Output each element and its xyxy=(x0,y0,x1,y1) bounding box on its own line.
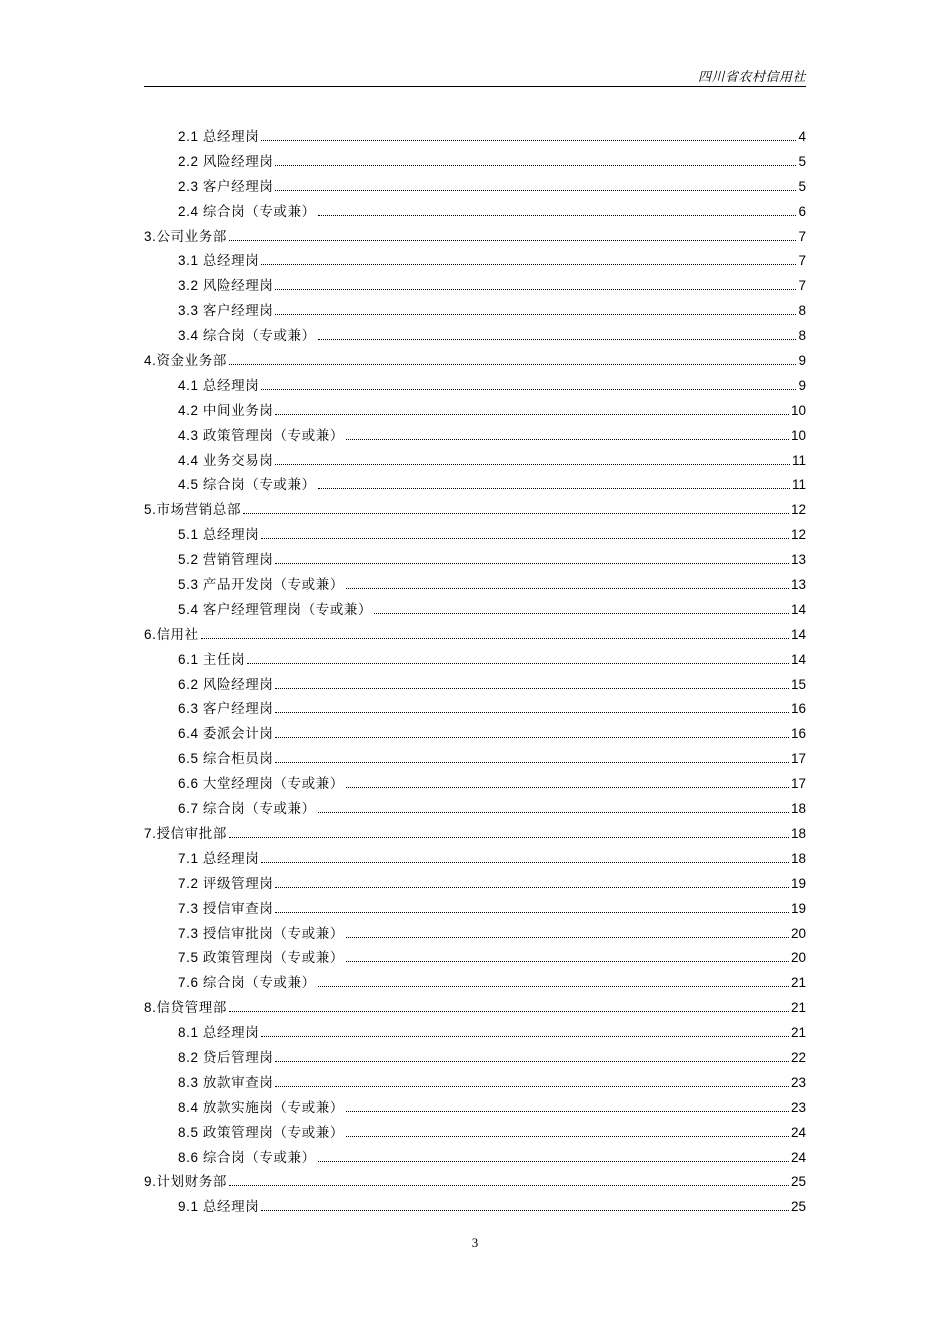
toc-subsection-entry[interactable] xyxy=(144,799,806,824)
toc-entry-page: 21 xyxy=(790,975,806,991)
table-of-contents xyxy=(144,127,806,1222)
toc-entry-page: 18 xyxy=(790,825,806,841)
toc-subsection-entry[interactable] xyxy=(144,376,806,401)
toc-dot-leader xyxy=(261,861,789,863)
toc-entry-page: 18 xyxy=(790,801,806,817)
toc-dot-leader xyxy=(275,562,789,564)
toc-dot-leader xyxy=(275,761,789,763)
toc-subsection-entry[interactable] xyxy=(144,973,806,998)
toc-entry-title: 3.1 总经理岗 xyxy=(178,253,260,269)
toc-entry-title: 8.6 综合岗（专或兼） xyxy=(178,1149,316,1165)
toc-dot-leader xyxy=(229,239,797,241)
toc-dot-leader xyxy=(243,512,789,514)
toc-entry-page: 24 xyxy=(790,1124,806,1140)
toc-subsection-entry[interactable] xyxy=(144,1148,806,1173)
toc-entry-page: 15 xyxy=(790,676,806,692)
toc-entry-title: 2.3 客户经理岗 xyxy=(178,178,274,194)
toc-entry-page: 10 xyxy=(790,402,806,418)
toc-entry-page: 23 xyxy=(790,1099,806,1115)
toc-subsection-entry[interactable] xyxy=(144,774,806,799)
toc-dot-leader xyxy=(346,786,789,788)
toc-subsection-entry[interactable] xyxy=(144,1073,806,1098)
toc-subsection-entry[interactable] xyxy=(144,1098,806,1123)
toc-subsection-entry[interactable] xyxy=(144,525,806,550)
toc-entry-title: 9.计划财务部 xyxy=(144,1174,227,1190)
toc-entry-title: 5.1 总经理岗 xyxy=(178,527,260,543)
toc-subsection-entry[interactable] xyxy=(144,749,806,774)
toc-dot-leader xyxy=(275,911,789,913)
toc-subsection-entry[interactable] xyxy=(144,849,806,874)
toc-entry-title: 2.1 总经理岗 xyxy=(178,129,260,144)
toc-entry-page: 25 xyxy=(790,1174,806,1190)
toc-dot-leader xyxy=(318,487,790,489)
toc-entry-title: 6.5 综合柜员岗 xyxy=(178,751,274,767)
toc-dot-leader xyxy=(275,886,789,888)
toc-entry-title: 5.3 产品开发岗（专或兼） xyxy=(178,577,344,593)
toc-dot-leader xyxy=(346,936,789,938)
toc-dot-leader xyxy=(229,1184,789,1186)
toc-section-entry[interactable] xyxy=(144,625,806,650)
toc-entry-page: 7 xyxy=(798,228,806,244)
toc-section-entry[interactable] xyxy=(144,227,806,252)
toc-dot-leader xyxy=(229,363,797,365)
toc-subsection-entry[interactable] xyxy=(144,724,806,749)
toc-entry-title: 8.4 放款实施岗（专或兼） xyxy=(178,1099,344,1115)
toc-subsection-entry[interactable] xyxy=(144,1123,806,1148)
toc-entry-page: 13 xyxy=(790,577,806,593)
toc-subsection-entry[interactable] xyxy=(144,451,806,476)
toc-entry-title: 4.4 业务交易岗 xyxy=(178,452,274,468)
toc-subsection-entry[interactable] xyxy=(144,301,806,326)
toc-dot-leader xyxy=(261,263,796,265)
toc-section-entry[interactable] xyxy=(144,824,806,849)
toc-dot-leader xyxy=(346,1110,789,1112)
toc-entry-page: 4 xyxy=(798,129,806,144)
toc-dot-leader xyxy=(261,1035,789,1037)
toc-entry-page: 16 xyxy=(790,701,806,717)
toc-entry-page: 5 xyxy=(798,178,806,194)
toc-subsection-entry[interactable] xyxy=(144,600,806,625)
toc-entry-title: 3.公司业务部 xyxy=(144,228,227,244)
toc-dot-leader xyxy=(275,164,796,166)
toc-entry-title: 5.2 营销管理岗 xyxy=(178,552,274,568)
toc-entry-title: 2.2 风险经理岗 xyxy=(178,153,274,169)
toc-entry-title: 8.信贷管理部 xyxy=(144,1000,227,1016)
toc-dot-leader xyxy=(275,288,796,290)
toc-dot-leader xyxy=(229,1010,789,1012)
toc-entry-title: 5.市场营销总部 xyxy=(144,502,242,518)
toc-entry-page: 17 xyxy=(790,751,806,767)
toc-subsection-entry[interactable] xyxy=(144,948,806,973)
toc-subsection-entry[interactable] xyxy=(144,899,806,924)
toc-entry-page: 14 xyxy=(790,601,806,617)
toc-dot-leader xyxy=(318,985,789,987)
toc-entry-page: 12 xyxy=(790,527,806,543)
toc-dot-leader xyxy=(318,1160,789,1162)
toc-dot-leader xyxy=(275,711,789,713)
toc-entry-title: 7.授信审批部 xyxy=(144,825,227,841)
toc-entry-page: 5 xyxy=(798,153,806,169)
toc-entry-page: 9 xyxy=(798,353,806,369)
toc-entry-title: 7.3 授信审批岗（专或兼） xyxy=(178,925,344,941)
toc-dot-leader xyxy=(261,388,796,390)
toc-subsection-entry[interactable] xyxy=(144,276,806,301)
toc-dot-leader xyxy=(261,139,796,141)
toc-entry-title: 7.1 总经理岗 xyxy=(178,850,260,866)
toc-subsection-entry[interactable] xyxy=(144,1023,806,1048)
toc-dot-leader xyxy=(318,811,789,813)
toc-entry-title: 6.7 综合岗（专或兼） xyxy=(178,801,316,817)
page-header xyxy=(144,66,806,87)
toc-entry-title: 6.信用社 xyxy=(144,626,199,642)
toc-entry-page: 21 xyxy=(790,1000,806,1016)
toc-dot-leader xyxy=(374,612,789,614)
toc-section-entry[interactable] xyxy=(144,351,806,376)
toc-entry-page: 24 xyxy=(790,1149,806,1165)
toc-entry-page: 22 xyxy=(790,1049,806,1065)
toc-entry-title: 7.2 评级管理岗 xyxy=(178,875,274,891)
toc-dot-leader xyxy=(275,463,790,465)
toc-section-entry[interactable] xyxy=(144,500,806,525)
toc-entry-title: 6.3 客户经理岗 xyxy=(178,701,274,717)
toc-subsection-entry[interactable] xyxy=(144,1048,806,1073)
toc-entry-title: 4.3 政策管理岗（专或兼） xyxy=(178,427,344,443)
toc-subsection-entry[interactable] xyxy=(144,426,806,451)
toc-dot-leader xyxy=(346,438,789,440)
toc-dot-leader xyxy=(275,413,789,415)
toc-entry-page: 17 xyxy=(790,776,806,792)
toc-entry-title: 7.6 综合岗（专或兼） xyxy=(178,975,316,991)
toc-entry-page: 7 xyxy=(798,278,806,294)
toc-subsection-entry[interactable] xyxy=(144,874,806,899)
toc-entry-title: 9.1 总经理岗 xyxy=(178,1199,260,1215)
toc-entry-title: 6.2 风险经理岗 xyxy=(178,676,274,692)
toc-entry-title: 5.4 客户经理管理岗（专或兼） xyxy=(178,601,373,617)
toc-entry-page: 18 xyxy=(790,850,806,866)
toc-entry-page: 12 xyxy=(790,502,806,518)
toc-subsection-entry[interactable] xyxy=(144,550,806,575)
toc-entry-page: 25 xyxy=(790,1199,806,1215)
toc-entry-title: 3.4 综合岗（专或兼） xyxy=(178,328,316,344)
toc-subsection-entry[interactable] xyxy=(144,326,806,351)
toc-entry-title: 2.4 综合岗（专或兼） xyxy=(178,203,316,219)
toc-dot-leader xyxy=(229,836,789,838)
toc-dot-leader xyxy=(201,637,789,639)
toc-dot-leader xyxy=(275,687,789,689)
toc-section-entry[interactable] xyxy=(144,998,806,1023)
toc-subsection-entry[interactable] xyxy=(144,251,806,276)
toc-subsection-entry[interactable] xyxy=(144,127,806,152)
toc-entry-title: 4.5 综合岗（专或兼） xyxy=(178,477,316,493)
toc-dot-leader xyxy=(346,1135,789,1137)
toc-subsection-entry[interactable] xyxy=(144,152,806,177)
toc-entry-page: 19 xyxy=(790,900,806,916)
toc-dot-leader xyxy=(275,1085,789,1087)
toc-entry-title: 6.1 主任岗 xyxy=(178,651,246,667)
toc-dot-leader xyxy=(275,189,796,191)
toc-entry-page: 8 xyxy=(798,303,806,319)
page-number: 3 xyxy=(471,1235,479,1250)
toc-subsection-entry[interactable] xyxy=(144,1197,806,1222)
toc-entry-page: 14 xyxy=(790,626,806,642)
toc-entry-title: 8.1 总经理岗 xyxy=(178,1025,260,1041)
toc-entry-page: 20 xyxy=(790,925,806,941)
toc-dot-leader xyxy=(318,214,797,216)
toc-entry-page: 19 xyxy=(790,875,806,891)
toc-entry-title: 3.2 风险经理岗 xyxy=(178,278,274,294)
toc-entry-title: 7.5 政策管理岗（专或兼） xyxy=(178,950,344,966)
toc-dot-leader xyxy=(261,1209,789,1211)
toc-subsection-entry[interactable] xyxy=(144,177,806,202)
toc-entry-page: 14 xyxy=(790,651,806,667)
toc-subsection-entry[interactable] xyxy=(144,699,806,724)
toc-entry-page: 11 xyxy=(791,452,806,468)
toc-dot-leader xyxy=(275,736,789,738)
toc-entry-page: 21 xyxy=(790,1025,806,1041)
toc-entry-title: 8.5 政策管理岗（专或兼） xyxy=(178,1124,344,1140)
toc-entry-page: 23 xyxy=(790,1074,806,1090)
toc-dot-leader xyxy=(247,662,789,664)
toc-dot-leader xyxy=(275,313,796,315)
toc-dot-leader xyxy=(261,537,789,539)
toc-subsection-entry[interactable] xyxy=(144,924,806,949)
toc-entry-page: 7 xyxy=(798,253,806,269)
toc-subsection-entry[interactable] xyxy=(144,202,806,227)
toc-entry-title: 4.2 中间业务岗 xyxy=(178,402,274,418)
toc-entry-title: 4.资金业务部 xyxy=(144,353,227,369)
toc-subsection-entry[interactable] xyxy=(144,401,806,426)
toc-entry-page: 20 xyxy=(790,950,806,966)
toc-entry-title: 8.2 贷后管理岗 xyxy=(178,1049,274,1065)
toc-entry-title: 6.6 大堂经理岗（专或兼） xyxy=(178,776,344,792)
header-org-name: 四川省农村信用社 xyxy=(697,69,806,84)
toc-entry-page: 13 xyxy=(790,552,806,568)
toc-entry-page: 10 xyxy=(790,427,806,443)
toc-entry-page: 11 xyxy=(791,477,806,493)
toc-dot-leader xyxy=(275,1060,789,1062)
toc-entry-title: 7.3 授信审查岗 xyxy=(178,900,274,916)
toc-entry-title: 8.3 放款审查岗 xyxy=(178,1074,274,1090)
toc-entry-title: 4.1 总经理岗 xyxy=(178,377,260,393)
toc-subsection-entry[interactable] xyxy=(144,575,806,600)
toc-entry-page: 9 xyxy=(798,377,806,393)
toc-section-entry[interactable] xyxy=(144,1172,806,1197)
toc-entry-page: 8 xyxy=(798,328,806,344)
toc-entry-page: 16 xyxy=(790,726,806,742)
toc-dot-leader xyxy=(346,960,789,962)
toc-dot-leader xyxy=(318,338,797,340)
toc-entry-title: 6.4 委派会计岗 xyxy=(178,726,274,742)
toc-dot-leader xyxy=(346,587,789,589)
toc-subsection-entry[interactable] xyxy=(144,650,806,675)
toc-entry-page: 6 xyxy=(798,203,806,219)
toc-entry-title: 3.3 客户经理岗 xyxy=(178,303,274,319)
toc-subsection-entry[interactable] xyxy=(144,475,806,500)
toc-subsection-entry[interactable] xyxy=(144,675,806,700)
